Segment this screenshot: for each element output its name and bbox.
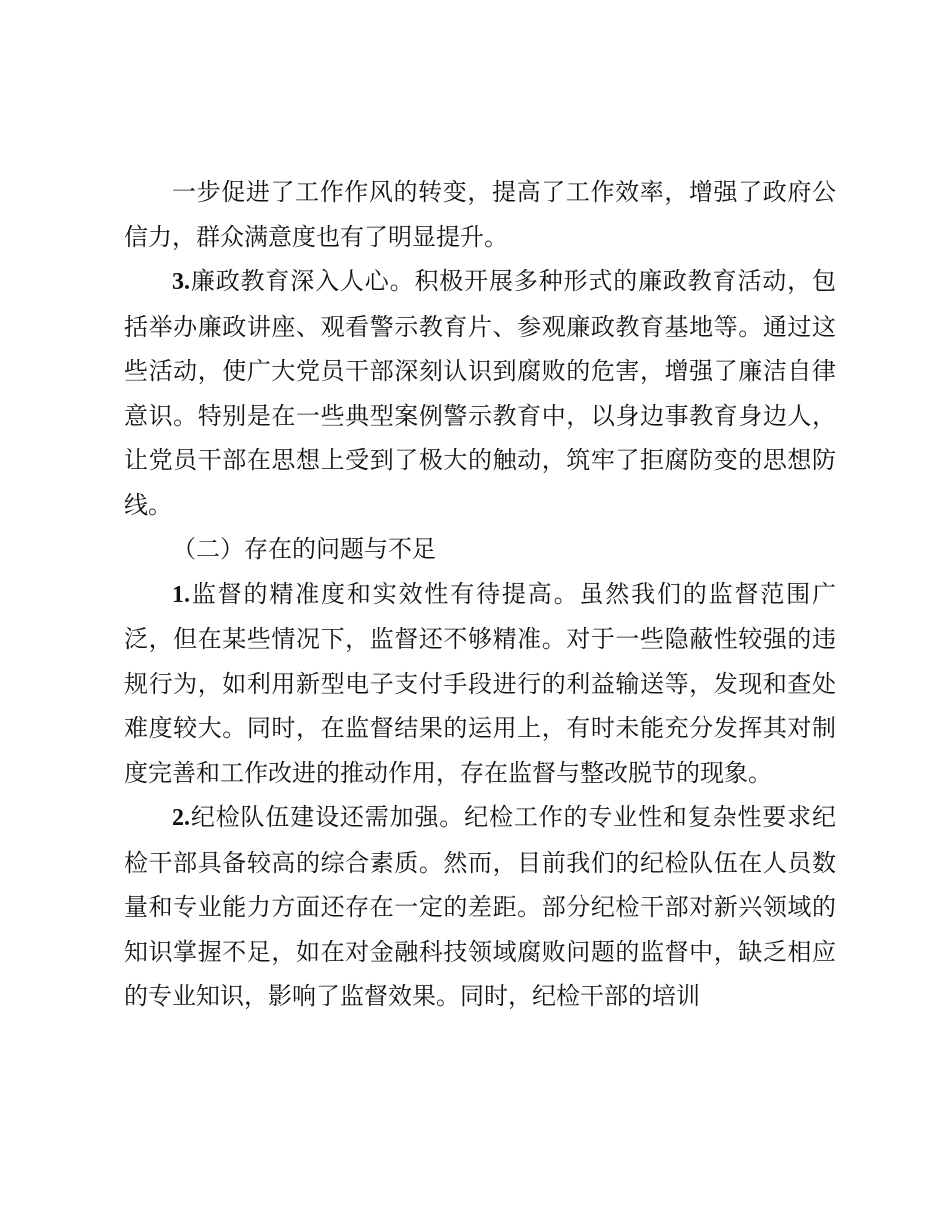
paragraph-text: 监督的精准度和实效性有待提高。虽然我们的监督范围广泛，但在某些情况下，监督还不够精准。对于一些隐蔽性较强的违规行为，如利用新型电子支付手段进行的利益输送等，发现和查处难度较大。同时，在监督结果的运用上，有时未能充分发挥其对制度完善和工作改进的推动作用，存在监督与整改脱节的现象。 [124, 579, 836, 787]
paragraph-item-3 [124, 259, 836, 527]
section-heading [124, 527, 836, 572]
document-body [124, 170, 836, 1019]
paragraph-item-1 [124, 572, 836, 796]
paragraph-text: 纪检队伍建设还需加强。纪检工作的专业性和复杂性要求纪检干部具备较高的综合素质。然而，目前我们的纪检队伍在人员数量和专业能力方面还存在一定的差距。部分纪检干部对新兴领域的知识掌握不足，如在对金融科技领域腐败问题的监督中，缺乏相应的专业知识，影响了监督效果。同时，纪检干部的培训 [124, 803, 836, 1010]
heading-text: （二）存在的问题与不足 [172, 535, 436, 563]
paragraph-text: 廉政教育深入人心。积极开展多种形式的廉政教育活动，包括举办廉政讲座、观看警示教育片、参观廉政教育基地等。通过这些活动，使广大党员干部深刻认识到腐败的危害，增强了廉洁自律意识。特别是在一些典型案例警示教育中，以身边事教育身边人，让党员干部在思想上受到了极大的触动，筑牢了拒腐防变的思想防线。 [124, 267, 836, 519]
paragraph-continuation [124, 170, 836, 259]
item-number: 1. [172, 581, 190, 608]
item-number: 2. [172, 805, 190, 831]
item-number: 3. [172, 269, 190, 295]
paragraph-text: 一步促进了工作作风的转变，提高了工作效率，增强了政府公信力，群众满意度也有了明显提升。 [124, 178, 836, 251]
paragraph-item-2 [124, 795, 836, 1019]
